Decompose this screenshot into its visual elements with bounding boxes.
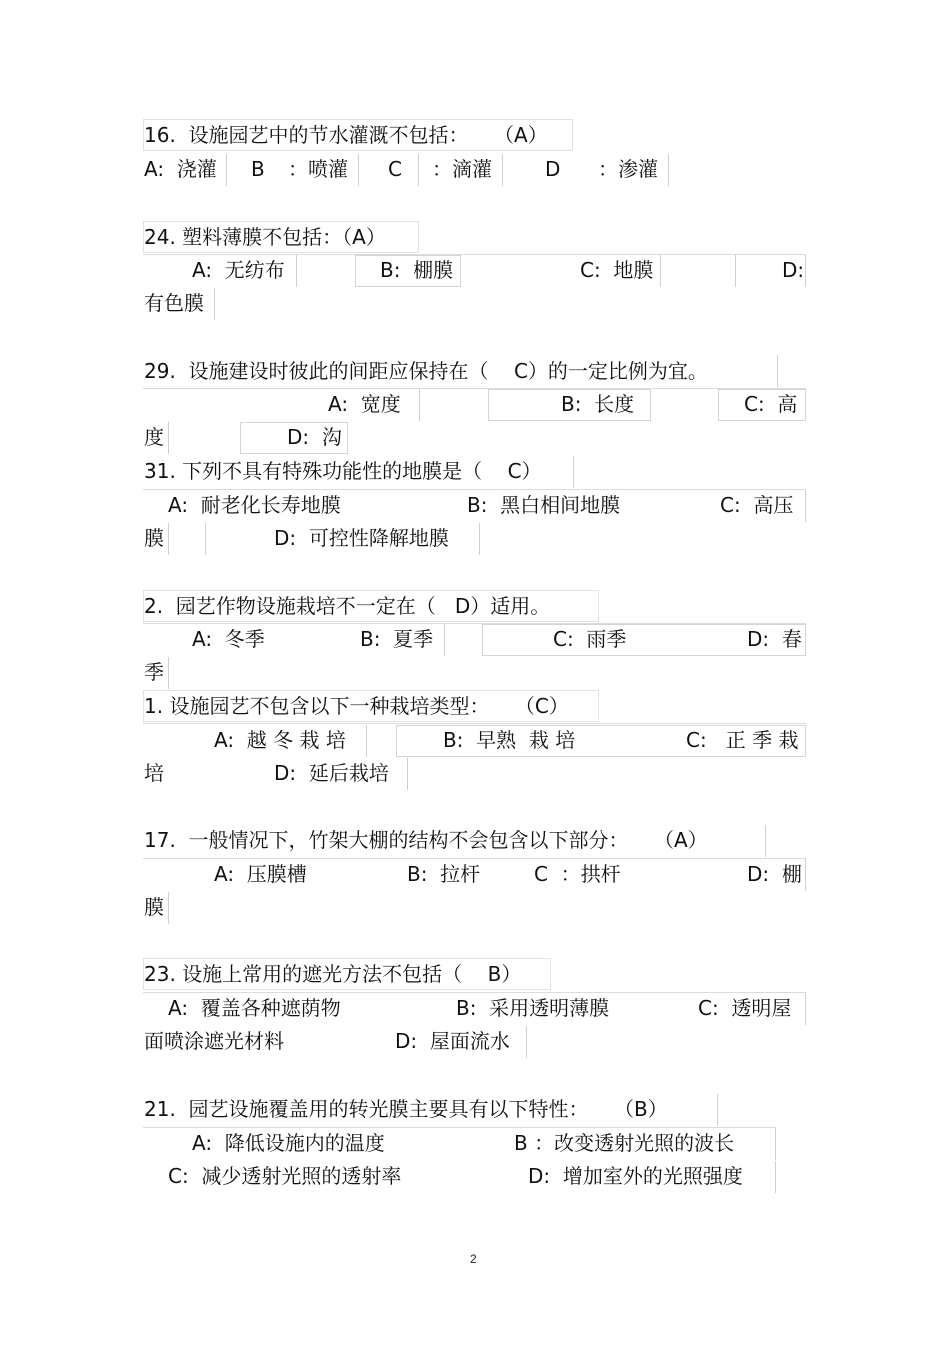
divider <box>479 523 480 555</box>
option-d: D: 棚 <box>747 862 802 886</box>
option-d: D: 增加室外的光照强度 <box>528 1164 743 1188</box>
divider <box>168 523 169 555</box>
option-d: ：渗灌 <box>598 157 658 181</box>
divider <box>805 255 806 287</box>
option-d: D: 春 <box>747 627 802 651</box>
divider <box>366 725 367 757</box>
option-c: C: 地膜 <box>580 258 654 282</box>
option-c: C: 雨季 <box>553 627 627 651</box>
divider <box>717 1094 718 1126</box>
divider <box>765 825 766 857</box>
divider <box>205 523 206 555</box>
option-c: C ：拱杆 <box>534 862 621 886</box>
option-c: C: 正 季 栽 <box>686 728 799 752</box>
option-d-cont: 季 <box>144 660 164 684</box>
option-a: A: 越 冬 栽 培 <box>214 728 346 752</box>
divider <box>407 758 408 790</box>
option-a: A: 耐老化长寿地膜 <box>168 493 341 517</box>
divider <box>805 993 806 1025</box>
question-stem: 23. 设施上常用的遮光方法不包括（ B） <box>144 962 522 986</box>
option-d-cont: 膜 <box>144 895 164 919</box>
divider <box>143 858 806 859</box>
option-b: B: 棚膜 <box>380 258 454 282</box>
option-c-cont: 度 <box>144 425 164 449</box>
divider <box>358 154 359 186</box>
divider <box>419 389 420 421</box>
option-d: D: 可控性降解地膜 <box>274 526 449 550</box>
option-a: A: 降低设施内的温度 <box>192 1131 385 1155</box>
option-c: C: 透明屋 <box>698 996 792 1020</box>
option-c-cont: 膜 <box>144 526 164 550</box>
option-d-letter: D <box>545 157 561 181</box>
divider <box>805 490 806 522</box>
divider <box>143 489 806 490</box>
option-d: D: 屋面流水 <box>395 1029 510 1053</box>
question-stem: 17. 一般情况下，竹架大棚的结构不会包含以下部分： （A） <box>144 828 708 852</box>
question-stem: 31. 下列不具有特殊功能性的地膜是（ C） <box>144 459 542 483</box>
page-number: 2 <box>470 1252 477 1266</box>
question-stem: 1. 设施园艺不包含以下一种栽培类型： （C） <box>144 694 569 718</box>
divider <box>805 859 806 891</box>
divider <box>775 1161 776 1193</box>
divider <box>444 624 445 656</box>
option-a: A: 宽度 <box>328 392 401 416</box>
option-a: A: 压膜槽 <box>214 862 307 886</box>
option-d: D: 延后栽培 <box>274 761 389 785</box>
divider <box>168 657 169 689</box>
option-d: D: <box>782 258 805 282</box>
option-a: A: 冬季 <box>192 627 265 651</box>
option-c: ：滴灌 <box>432 157 492 181</box>
option-b: B: 拉杆 <box>407 862 481 886</box>
divider <box>573 456 574 488</box>
option-b: B ：改变透射光照的波长 <box>514 1131 735 1155</box>
option-c-letter: C <box>388 157 402 181</box>
divider <box>143 723 806 724</box>
question-stem: 21. 园艺设施覆盖用的转光膜主要具有以下特性： （B） <box>144 1097 668 1121</box>
divider <box>502 154 503 186</box>
question-stem: 16. 设施园艺中的节水灌溉不包括： （A） <box>144 123 548 147</box>
divider <box>143 388 806 389</box>
option-c-cont: 面喷涂遮光材料 <box>144 1029 284 1053</box>
question-stem: 29. 设施建设时彼此的间距应保持在（ C）的一定比例为宜。 <box>144 359 708 383</box>
question-stem: 24. 塑料薄膜不包括：（A） <box>144 225 386 249</box>
divider <box>735 255 736 287</box>
option-b: B: 早熟 栽 培 <box>443 728 576 752</box>
option-c: C: 高压 <box>720 493 794 517</box>
option-b-letter: B <box>251 157 265 181</box>
option-c: C: 减少透射光照的透射率 <box>168 1164 402 1188</box>
divider <box>143 1127 776 1128</box>
option-b: B: 夏季 <box>360 627 434 651</box>
divider <box>143 254 806 255</box>
divider <box>668 154 669 186</box>
divider <box>168 892 169 924</box>
option-b: B: 采用透明薄膜 <box>456 996 610 1020</box>
divider <box>526 1026 527 1058</box>
divider <box>214 288 215 320</box>
divider <box>226 154 227 186</box>
option-c-cont: 培 <box>144 761 164 785</box>
option-a: A: 无纺布 <box>192 258 285 282</box>
option-b: B: 长度 <box>561 392 635 416</box>
option-b: B: 黑白相间地膜 <box>467 493 621 517</box>
divider <box>168 422 169 454</box>
question-stem: 2. 园艺作物设施栽培不一定在（ D）适用。 <box>144 594 551 618</box>
option-c: C: 高 <box>744 392 798 416</box>
divider <box>143 992 806 993</box>
option-d: D: 沟 <box>287 425 342 449</box>
option-b: ：喷灌 <box>288 157 348 181</box>
option-d-cont: 有色膜 <box>144 291 204 315</box>
option-a: A: 浇灌 <box>144 157 217 181</box>
divider <box>418 154 419 186</box>
divider <box>660 255 661 287</box>
divider <box>777 355 778 387</box>
option-a: A: 覆盖各种遮荫物 <box>168 996 341 1020</box>
divider <box>775 1128 776 1160</box>
divider <box>296 255 297 287</box>
